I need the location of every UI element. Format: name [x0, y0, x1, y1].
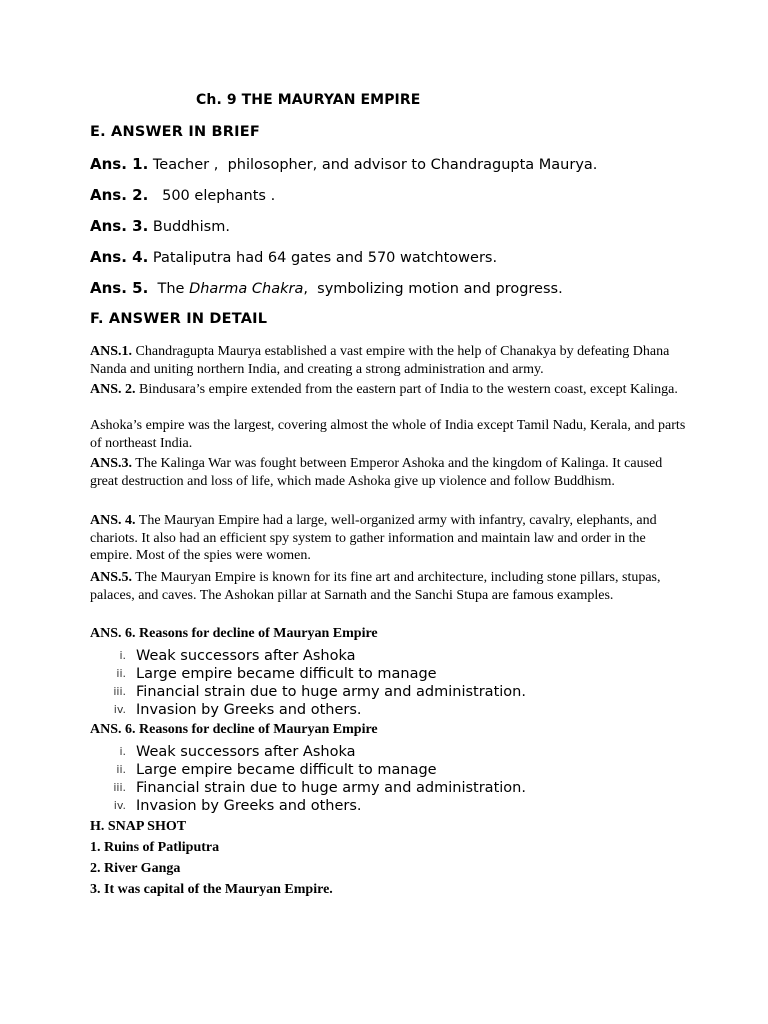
brief-answer-label: Ans. 1.	[90, 155, 149, 173]
detail-answer-label: ANS.5.	[90, 570, 133, 585]
brief-answer-label: Ans. 4.	[90, 248, 149, 266]
list-numeral: iii.	[113, 685, 126, 698]
detail-answer-label: ANS. 2.	[90, 382, 136, 397]
list-numeral: ii.	[116, 667, 126, 680]
list-numeral: i.	[119, 745, 126, 758]
detail-answer-3	[90, 455, 690, 490]
reasons-heading: ANS. 6. Reasons for decline of Mauryan Empire	[90, 626, 378, 641]
detail-answer-4	[90, 512, 690, 565]
brief-answer-text: 500 elephants .	[148, 188, 276, 204]
brief-answer-5	[90, 279, 563, 297]
brief-answer-1	[90, 155, 597, 173]
detail-answer-text: The Mauryan Empire had a large, well-organized army with infantry, cavalry, elephants, and chariots. It also had an efficient spy system to gather information and maintain law and order in the empire. Most of the spies were women.	[90, 513, 657, 564]
page-title: Ch. 9 THE MAURYAN EMPIRE	[196, 92, 421, 108]
list-numeral: iii.	[113, 781, 126, 794]
brief-answer-2	[90, 186, 275, 204]
brief-answer-label: Ans. 5.	[90, 279, 149, 297]
list-numeral: i.	[119, 649, 126, 662]
detail-answer-label: ANS. 4.	[90, 513, 136, 528]
snapshot-item: 3. It was capital of the Mauryan Empire.	[90, 882, 333, 897]
list-text: Large empire became difficult to manage	[136, 666, 437, 682]
detail-answer-text: Chandragupta Maurya established a vast empire with the help of Chanakya by defeating Dhana Nanda and uniting northern India, and creating a strong administration and army.	[90, 344, 670, 377]
list-text: Invasion by Greeks and others.	[136, 702, 362, 718]
detail-answer-text: Bindusara’s empire extended from the eastern part of India to the western coast, except Kalinga.	[135, 382, 678, 397]
brief-answer-text: , symbolizing motion and progress.	[303, 281, 563, 297]
brief-answer-text: Teacher , philosopher, and advisor to Chandragupta Maurya.	[148, 157, 598, 173]
detail-answer-label: ANS.1.	[90, 344, 133, 359]
list-text: Financial strain due to huge army and administration.	[136, 684, 526, 700]
list-text: Financial strain due to huge army and administration.	[136, 780, 526, 796]
list-text: Weak successors after Ashoka	[136, 648, 356, 664]
brief-answer-label: Ans. 3.	[90, 217, 149, 235]
brief-answer-text: Pataliputra had 64 gates and 570 watchtowers.	[148, 250, 498, 266]
brief-answer-text: The	[148, 281, 190, 297]
brief-answer-italic: Dharma Chakra	[189, 281, 304, 297]
brief-answer-3	[90, 217, 230, 235]
snapshot-item: 1. Ruins of Patliputra	[90, 840, 220, 855]
list-numeral: iv.	[113, 703, 126, 716]
section-h-heading: H. SNAP SHOT	[90, 819, 187, 834]
brief-answer-text: Buddhism.	[148, 219, 230, 235]
detail-answer-1	[90, 343, 690, 378]
brief-answer-4	[90, 248, 497, 266]
detail-answer-text: The Kalinga War was fought between Emperor Ashoka and the kingdom of Kalinga. It caused great destruction and loss of life, which made Ashoka give up violence and follow Buddhism.	[90, 456, 663, 489]
detail-answer-label: ANS.3.	[90, 456, 133, 471]
list-text: Weak successors after Ashoka	[136, 744, 356, 760]
list-numeral: iv.	[113, 799, 126, 812]
list-text: Large empire became difficult to manage	[136, 762, 437, 778]
detail-answer-text: The Mauryan Empire is known for its fine art and architecture, including stone pillars, stupas, palaces, and caves. The Ashokan pillar at Sarnath and the Sanchi Stupa are famous examples.	[90, 570, 661, 603]
section-f-heading: F. ANSWER IN DETAIL	[90, 311, 268, 327]
reasons-heading: ANS. 6. Reasons for decline of Mauryan Empire	[90, 722, 378, 737]
brief-answer-label: Ans. 2.	[90, 186, 149, 204]
detail-answer-5	[90, 569, 690, 604]
detail-answer-2-extra: Ashoka’s empire was the largest, covering almost the whole of India except Tamil Nadu, Kerala, and parts of northeast India.	[90, 418, 686, 451]
list-text: Invasion by Greeks and others.	[136, 798, 362, 814]
section-e-heading: E. ANSWER IN BRIEF	[90, 124, 260, 140]
snapshot-item: 2. River Ganga	[90, 861, 181, 876]
detail-answer-2	[90, 381, 690, 399]
list-numeral: ii.	[116, 763, 126, 776]
